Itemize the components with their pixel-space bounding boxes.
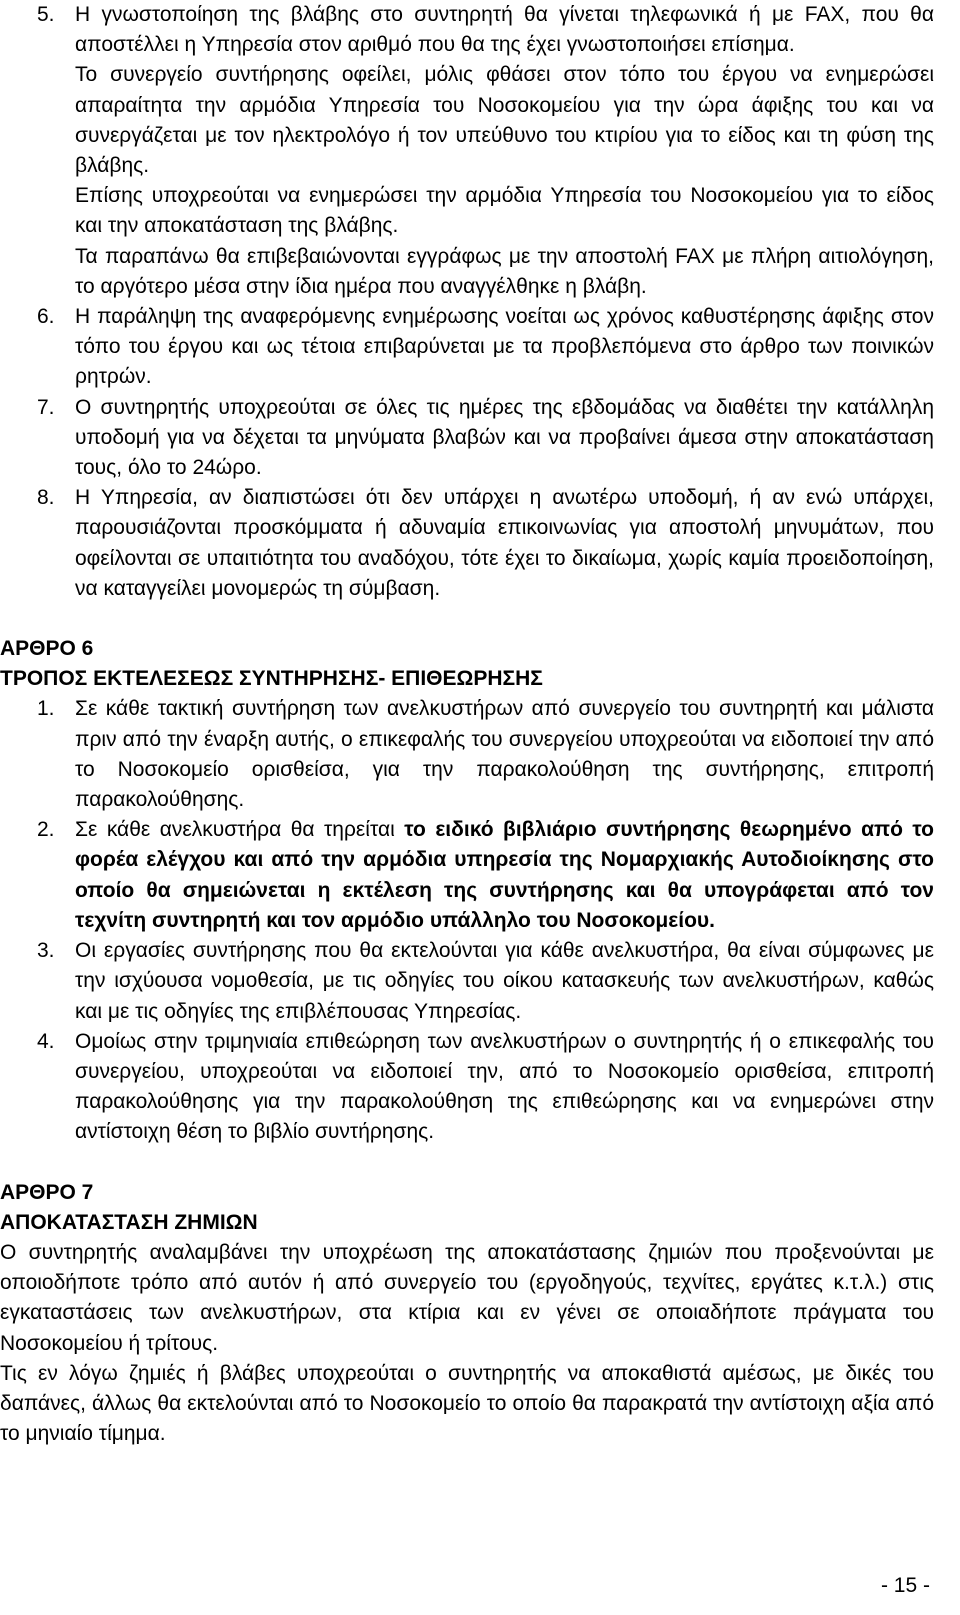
paragraph-bold-text: το ειδικό βιβλιάριο συντήρησης θεωρημένο από το φορέα ελέγχου και από την αρμόδια υπηρεσία της Νομαρχιακής Αυτοδιοίκησης στο οποίο θα σημειώνεται η εκτέλεση της συντήρησης και θα υπογράφεται από τον τεχνίτη συντηρητή και τον αρμόδιο υπάλληλο του Νοσοκομείου. <box>75 818 934 932</box>
paragraph: Σε κάθε τακτική συντήρηση των ανελκυστήρων από συνεργείο του συντηρητή και μάλιστα πριν από την έναρξη αυτής, ο επικεφαλής του συνεργείου υποχρεούται να ειδοποιεί την από το Νοσοκομείο ορισθείσα, για την παρακολούθηση της συντήρησης, επιτροπή παρακολούθησης. <box>75 697 934 812</box>
paragraph: Η παράληψη της αναφερόμενης ενημέρωσης νοείται ως χρόνος καθυστέρησης άφιξης στον τόπο του έργου και ως τέτοια επιβαρύνεται με τα προβλεπόμενα στο άρθρο των ποινικών ρητρών. <box>75 305 934 389</box>
list-number: 1. <box>37 697 55 721</box>
paragraph: Ο συντηρητής αναλαμβάνει την υποχρέωση της αποκατάστασης ζημιών που προξενούνται με οποιοδήποτε τρόπο από αυτόν ή από συνεργείο του (εργοδηγούς, τεχνίτες, εργάτες κ.τ.λ.) στις εγκαταστάσεις των ανελκυστήρων, στα κτίρια και εν γένει σε οποιαδήποτε πράγματα του Νοσοκομείου ή τρίτους. <box>0 1240 934 1355</box>
list-number: 8. <box>37 486 55 510</box>
list-number: 6. <box>37 305 55 329</box>
paragraph: Επίσης υποχρεούται να ενημερώσει την αρμόδια Υπηρεσία του Νοσοκομείου για το είδος και την αποκατάσταση της βλάβης. <box>75 184 934 238</box>
article-6-item-4 <box>0 1027 960 1148</box>
list-item-8 <box>0 483 960 604</box>
paragraph: Ο συντηρητής υποχρεούται σε όλες τις ημέρες της εβδομάδας να διαθέτει την κατάλληλη υποδομή για να δέχεται τα μηνύματα βλαβών και να προβαίνει άμεσα στην αποκατάσταση τους, όλο το 24ώρο. <box>75 395 934 480</box>
list-item-7 <box>0 393 960 484</box>
article-6-heading: ΑΡΘΡΟ 6 <box>0 637 94 661</box>
list-number: 2. <box>37 818 55 842</box>
paragraph <box>75 815 934 936</box>
paragraph: Η Υπηρεσία, αν διαπιστώσει ότι δεν υπάρχει η ανωτέρω υποδομή, ή αν ενώ υπάρχει, παρουσιάζονται προσκόμματα ή αδυναμία επικοινωνίας για αποστολή μηνυμάτων, που οφείλονται σε υπαιτιότητα του αναδόχου, τότε έχει το δικαίωμα, χωρίς καμία προειδοποίηση, να καταγγείλει μονομερώς τη σύμβαση. <box>75 486 934 600</box>
paragraph: Ομοίως στην τριμηνιαία επιθεώρηση των ανελκυστήρων ο συντηρητής ή ο επικεφαλής του συνεργείου, υποχρεούται να ειδοποιεί την, από το Νοσοκομείο ορισθείσα, επιτροπή παρακολούθησης για την παρακολούθηση της επιθεώρησης και να ενημερώνει στην αντίστοιχη θέση το βιβλίο συντήρησης. <box>75 1029 934 1144</box>
list-item-6 <box>0 302 960 393</box>
article-6-item-1 <box>0 694 960 815</box>
spacer <box>0 604 960 634</box>
paragraph: Η γνωστοποίηση της βλάβης στο συντηρητή θα γίνεται τηλεφωνικά ή με FAX, που θα αποστέλλει η Υπηρεσία στον αριθμό που θα της έχει γνωστοποιήσει επίσημα. <box>75 3 934 57</box>
list-number: 5. <box>37 3 55 26</box>
article-6-item-2 <box>0 815 960 936</box>
list-number: 7. <box>37 395 55 419</box>
list-item-5 <box>0 0 960 302</box>
article-7-heading: ΑΡΘΡΟ 7 <box>0 1180 94 1204</box>
paragraph: Τις εν λόγω ζημιές ή βλάβες υποχρεούται ο συντηρητής να αποκαθιστά αμέσως, με δικές του δαπάνες, άλλως θα εκτελούνται από το Νοσοκομείο το οποίο θα παρακρατά την αντίστοιχη αξία από το μηνιαίο τίμημα. <box>0 1361 934 1446</box>
spacer <box>0 1148 960 1178</box>
article-6-item-3 <box>0 936 960 1027</box>
paragraph-text: Σε κάθε ανελκυστήρα θα τηρείται <box>75 818 405 842</box>
article-6-title: ΤΡΟΠΟΣ ΕΚΤΕΛΕΣΕΩΣ ΣΥΝΤΗΡΗΣΗΣ- ΕΠΙΘΕΩΡΗΣΗΣ <box>0 667 543 691</box>
paragraph: Οι εργασίες συντήρησης που θα εκτελούνται για κάθε ανελκυστήρα, θα είναι σύμφωνες με την ισχύουσα νομοθεσία, με τις οδηγίες του οίκου κατασκευής των ανελκυστήρων, καθώς και με τις οδηγίες της επιβλέπουσας Υπηρεσίας. <box>75 939 934 1023</box>
paragraph: Τα παραπάνω θα επιβεβαιώνονται εγγράφως με την αποστολή FAX με πλήρη αιτιολόγηση, το αργότερο μέσα στην ίδια ημέρα που αναγγέλθηκε η βλάβη. <box>75 244 934 298</box>
article-7-title: ΑΠΟΚΑΤΑΣΤΑΣΗ ΖΗΜΙΩΝ <box>0 1210 258 1234</box>
list-number: 4. <box>37 1029 55 1053</box>
paragraph: Το συνεργείο συντήρησης οφείλει, μόλις φθάσει στον τόπο του έργου να ενημερώσει απαραίτητα την αρμόδια Υπηρεσία του Νοσοκομείου για την ώρα άφιξης του και να συνεργάζεται με τον ηλεκτρολόγο ή τον υπεύθυνο του κτιρίου για το είδος και τη φύση της βλάβης. <box>75 63 934 178</box>
list-number: 3. <box>37 939 55 963</box>
page-number: - 15 - <box>880 1574 930 1597</box>
